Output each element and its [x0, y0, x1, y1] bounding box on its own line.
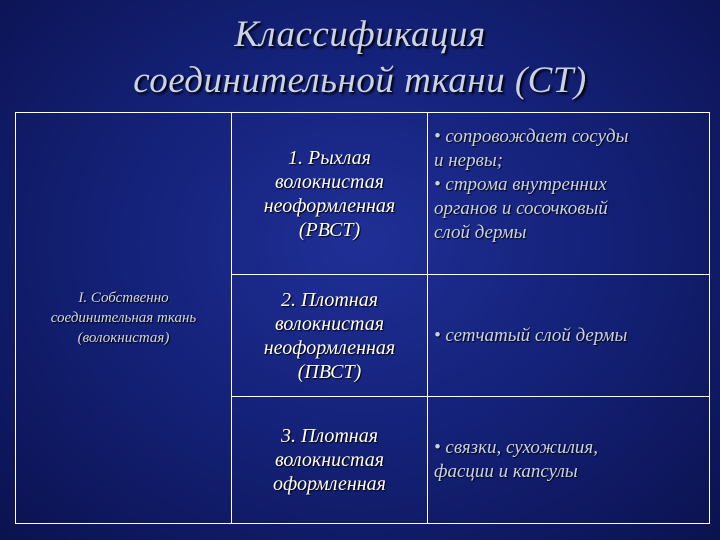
category-line-1: I. Собственно	[78, 290, 169, 306]
tissue-name-cell	[232, 113, 428, 274]
tissue-name-line: неоформленная	[263, 336, 396, 359]
tissue-location-line: слой дермы	[434, 222, 527, 243]
slide-title-line-2: соединительной ткани (СТ)	[133, 60, 587, 101]
tissue-name-line: оформленная	[273, 473, 386, 495]
tissue-location-cell	[428, 113, 709, 274]
classification-table	[15, 112, 710, 524]
tissue-name-line: 2. Плотная	[280, 288, 379, 311]
tissue-name-line: (ПВСТ)	[297, 360, 362, 383]
category-line-2: соединительная ткань	[50, 310, 197, 326]
tissue-location	[434, 324, 627, 348]
tissue-location-line: органов и сосочковый	[434, 198, 608, 219]
table-row-rvst	[232, 113, 709, 275]
table-row-pvst	[232, 275, 709, 397]
tissue-name-cell	[232, 397, 428, 523]
tissue-location	[434, 125, 628, 245]
category-label	[24, 288, 224, 348]
tissue-name-cell	[232, 275, 428, 396]
tissue-location-line: фасции и капсулы	[434, 461, 578, 482]
slide-title	[0, 12, 720, 104]
tissue-name-line: волокнистая	[274, 170, 384, 193]
tissue-location-line: и нервы;	[434, 150, 504, 171]
tissue-location-cell	[428, 397, 709, 523]
tissue-name-line: неоформленная	[263, 194, 396, 217]
tissue-name-line: волокнистая	[274, 449, 384, 471]
category-cell	[16, 113, 232, 523]
tissue-location-line: • связки, сухожилия,	[434, 437, 598, 458]
tissue-location-line: • сетчатый слой дермы	[434, 324, 628, 346]
table-row-dense-regular	[232, 397, 709, 523]
tissue-location-cell	[428, 275, 709, 396]
category-line-3: (волокнистая)	[77, 330, 170, 346]
tissue-location-line: • строма внутренних	[434, 174, 607, 195]
tissue-name	[273, 424, 386, 496]
tissue-name	[264, 288, 395, 384]
tissue-location	[434, 436, 598, 484]
tissue-name	[264, 146, 395, 242]
slide-title-line-1: Классификация	[234, 14, 486, 55]
tissue-name-line: 3. Плотная	[280, 425, 379, 447]
tissue-location-line: • сопровождает сосуды	[434, 126, 629, 147]
tissue-name-line: 1. Рыхлая	[288, 146, 371, 169]
tissue-name-line: (РВСТ)	[298, 218, 361, 241]
tissue-name-line: волокнистая	[274, 312, 384, 335]
